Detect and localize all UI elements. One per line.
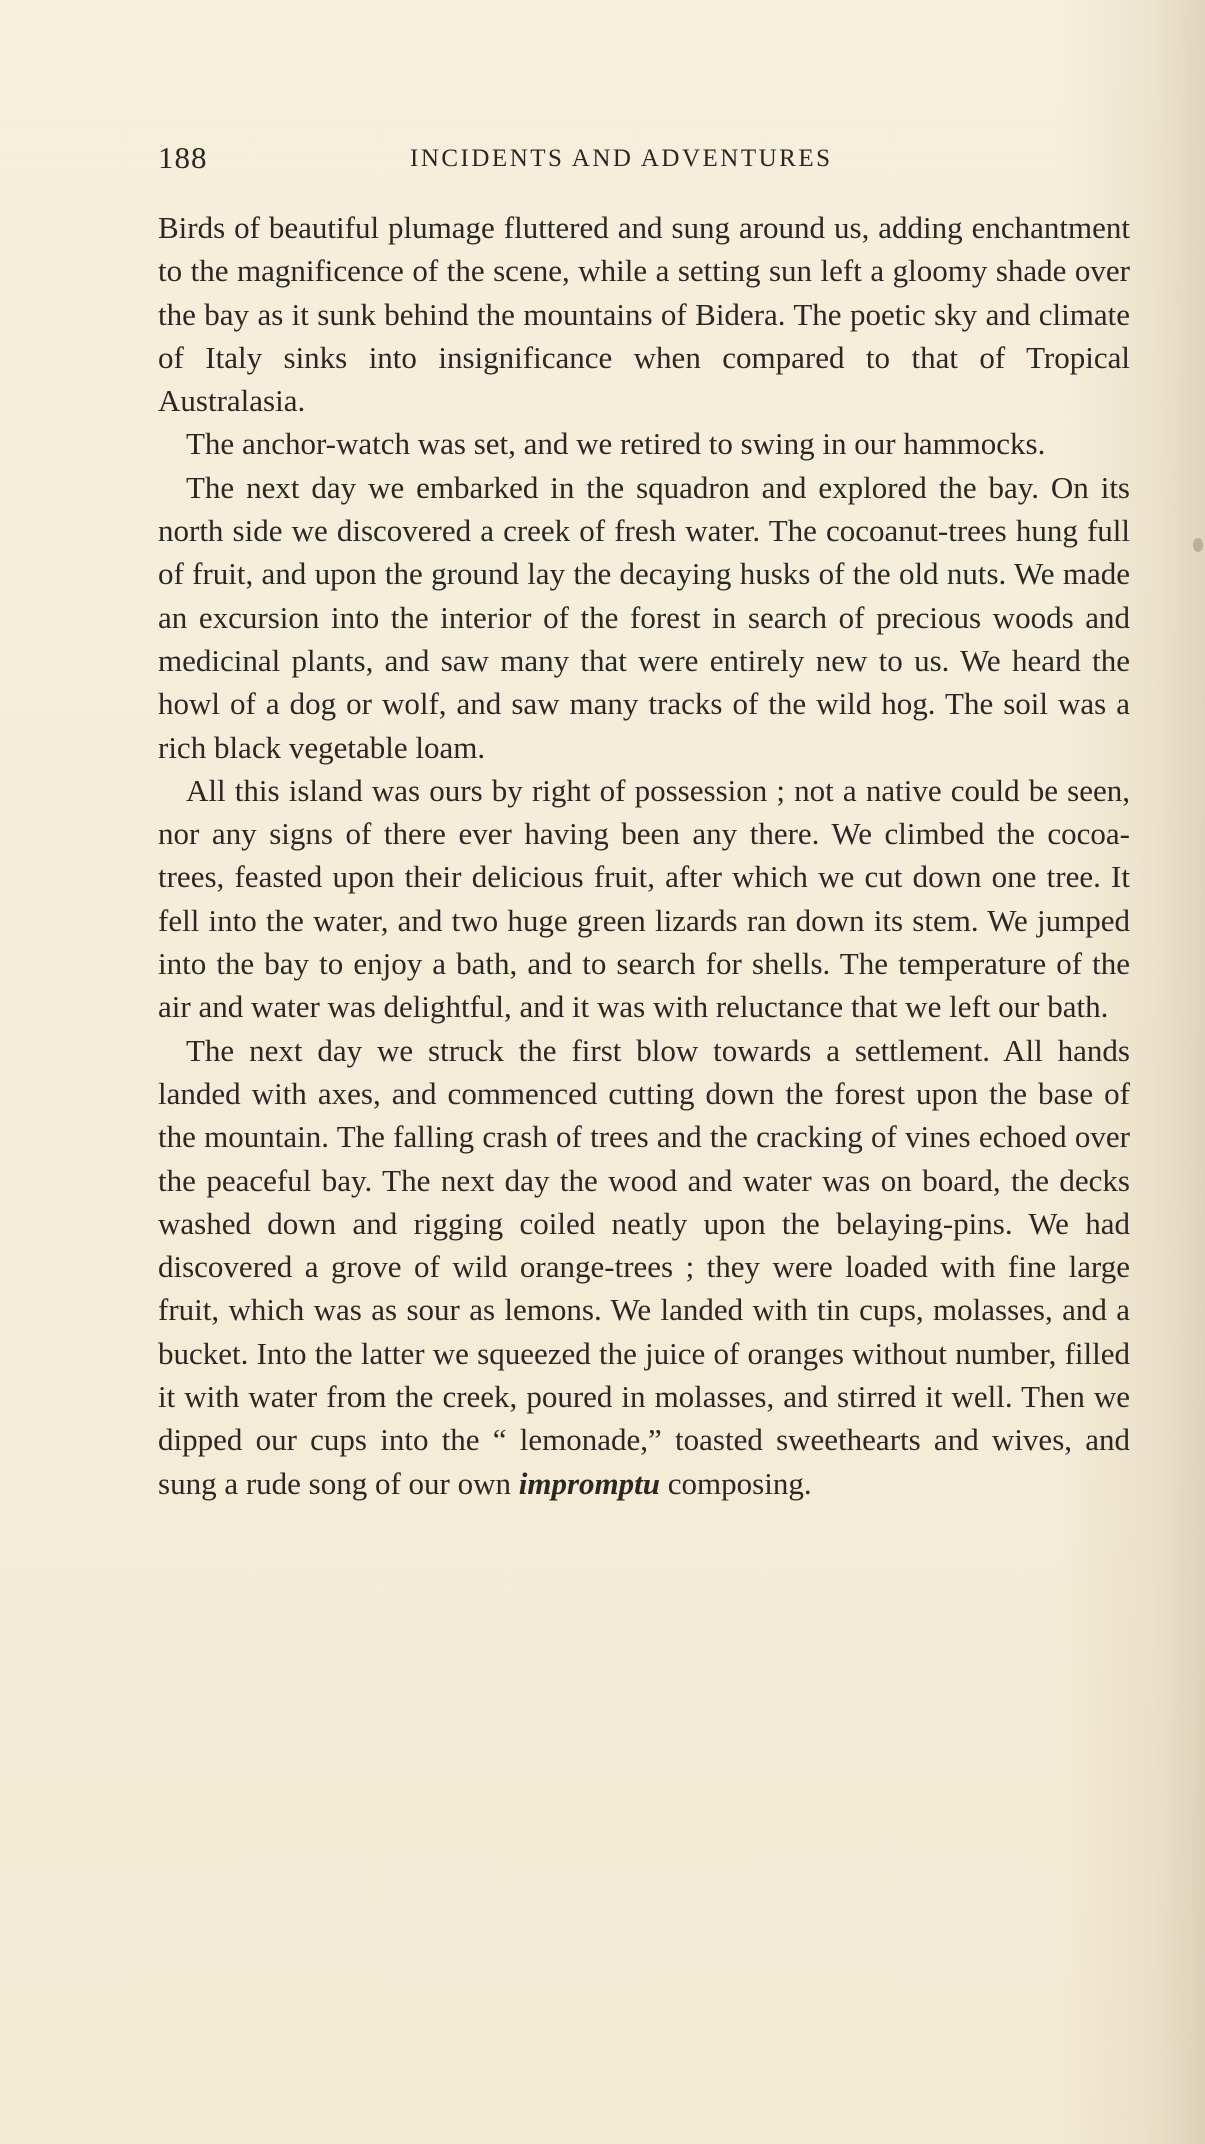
paragraph-2: The anchor-watch was set, and we retired to swing in our hammocks.: [186, 426, 1046, 462]
running-header: [158, 140, 1128, 180]
margin-blemish: [1193, 538, 1203, 552]
paragraph-5-text: The next day we struck the first blow towards a settlement. All hands landed with axes, and commenced cutting down the forest upon the base of the mountain. The falling crash of trees and the cracking of vines echoed over the peaceful bay. The next day the wood and water was on board, the decks washed down and rigging coiled neatly upon the belaying-pins. We had discovered a grove of wild orange-trees ; they were loaded with fine large fruit, which was as sour as lemons. We landed with tin cups, molasses, and a bucket. Into the latter we squeezed the juice of oranges without number, filled it with water from the creek, poured in molasses, and stirred it well. Then we dipped our cups into the “ lemonade,” toasted sweethearts and wives, and sung a rude song of our own: [158, 1032, 1130, 1501]
paragraph-3: The next day we embarked in the squadron and explored the bay. On its north side we discovered a creek of fresh water. The cocoanut-trees hung full of fruit, and upon the ground lay the decaying husks of the old nuts. We made an excursion into the interior of the forest in search of precious woods and medicinal plants, and saw many that were entirely new to us. We heard the howl of a dog or wolf, and saw many tracks of the wild hog. The soil was a rich black vegetable loam.: [158, 469, 1130, 765]
paragraph-4: All this island was ours by right of possession ; not a native could be seen, nor any signs of there ever having been any there. We climbed the cocoa-trees, feasted upon their delicious fruit, after which we cut down one tree. It fell into the water, and two huge green lizards ran down its stem. We jumped into the bay to enjoy a bath, and to search for shells. The temperature of the air and water was delightful, and it was with reluctance that we left our bath.: [158, 772, 1130, 1025]
running-title: INCIDENTS AND ADVENTURES: [410, 145, 833, 172]
page-body: [158, 206, 1130, 1505]
italic-word: impromptu: [518, 1465, 661, 1501]
paragraph-5-ending: composing.: [660, 1465, 812, 1501]
paragraph-5: [158, 1029, 1130, 1505]
paragraph-1: Birds of beautiful plumage fluttered and sung around us, adding enchantment to the magnificence of the scene, while a setting sun left a gloomy shade over the bay as it sunk behind the mountains of Bidera. The poetic sky and climate of Italy sinks into insignificance when compared to that of Tropical Australasia.: [158, 210, 1130, 419]
page-number: 188: [158, 140, 208, 175]
